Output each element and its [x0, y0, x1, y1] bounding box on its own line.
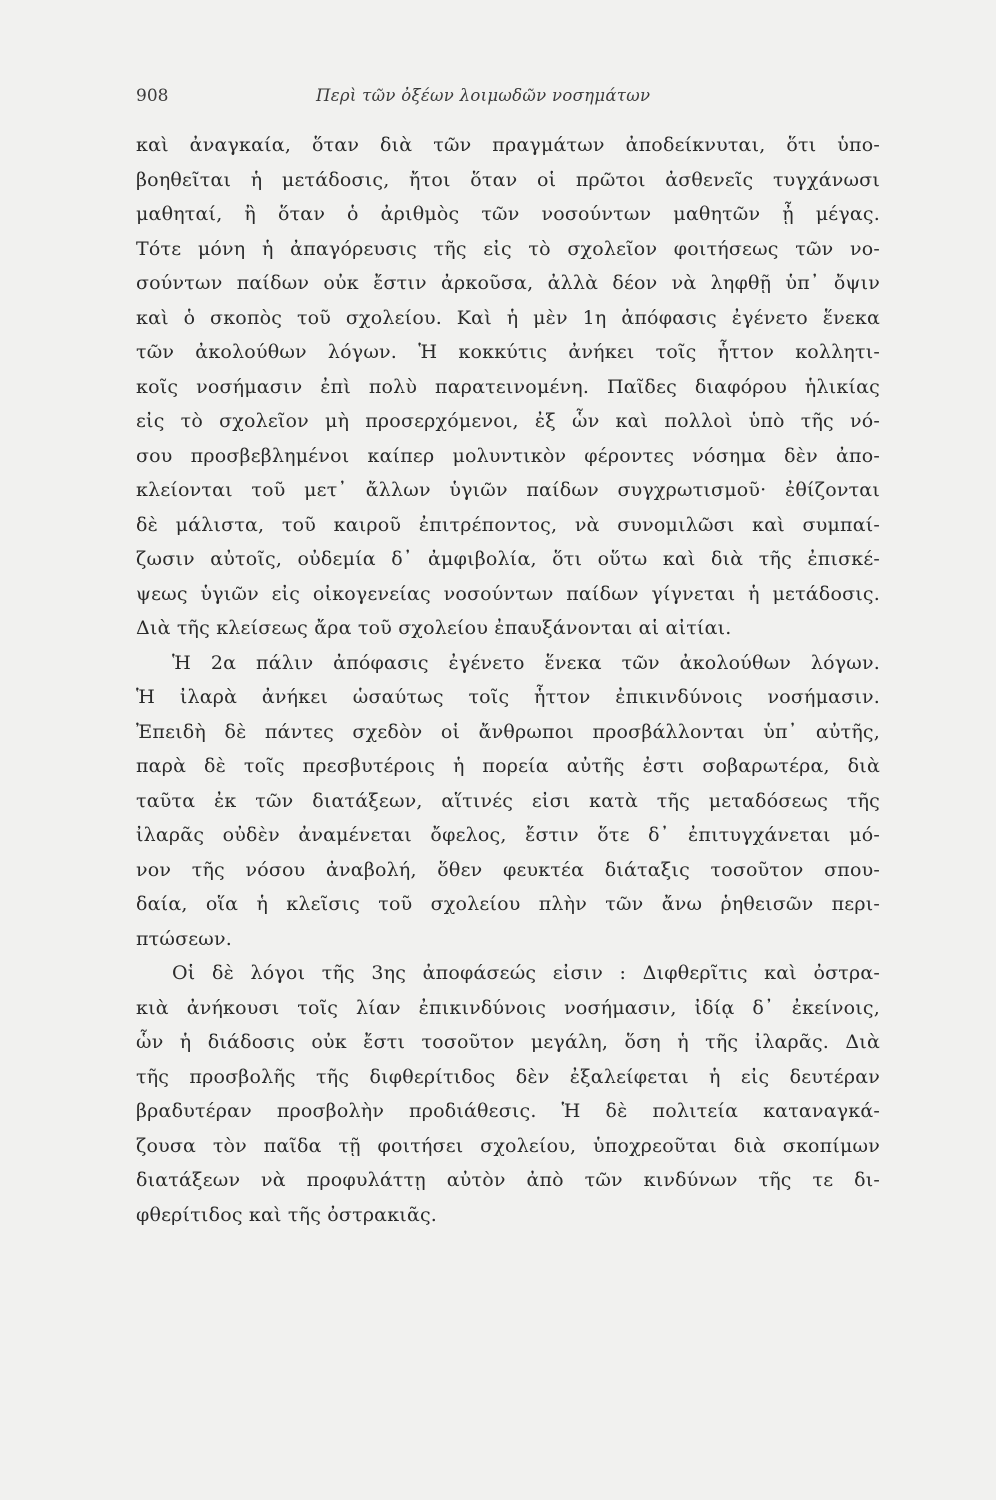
text-line: φθερίτιδος καὶ τῆς ὀστρακιᾶς.: [136, 1203, 438, 1226]
text-line: σου προσβεβλημένοι καίπερ μολυντικὸν φέροντες νόσημα δὲν ἀπο-: [136, 444, 880, 467]
text-line: κλείονται τοῦ μετ᾽ ἄλλων ὑγιῶν παίδων συγχρωτισμοῦ· ἐθίζονται: [136, 479, 880, 501]
text-line: δὲ μάλιστα, τοῦ καιροῦ ἐπιτρέποντος, νὰ συνομιλῶσι καὶ συμπαί-: [136, 513, 880, 536]
text-line: Τότε μόνη ἡ ἀπαγόρευσις τῆς εἰς τὸ σχολεῖον φοιτήσεως τῶν νο-: [136, 237, 880, 260]
text-line: τῶν ἀκολούθων λόγων. Ἡ κοκκύτις ἀνήκει τοῖς ἧττον κολλητι-: [136, 341, 880, 363]
text-line: σούντων παίδων οὐκ ἔστιν ἀρκοῦσα, ἀλλὰ δέον νὰ ληφθῇ ὑπ᾽ ὄψιν: [136, 272, 880, 294]
text-line: δαία, οἵα ἡ κλεῖσις τοῦ σχολείου πλὴν τῶν ἄνω ῥηθεισῶν περι-: [136, 893, 880, 915]
text-line: ἰλαρᾶς οὐδὲν ἀναμένεται ὄφελος, ἔστιν ὅτε δ᾽ ἐπιτυγχάνεται μό-: [136, 824, 880, 846]
text-line: Οἱ δὲ λόγοι τῆς 3ης ἀποφάσεώς εἰσιν : Διφθερῖτις καὶ ὀστρα-: [172, 962, 880, 984]
running-title: Περὶ τῶν ὀξέων λοιμωδῶν νοσημάτων: [316, 86, 651, 105]
text-line: διατάξεων νὰ προφυλάττῃ αὐτὸν ἀπὸ τῶν κινδύνων τῆς τε δι-: [136, 1169, 880, 1191]
text-line: ὧν ἡ διάδοσις οὐκ ἔστι τοσοῦτον μεγάλη, ὅση ἡ τῆς ἰλαρᾶς. Διὰ: [136, 1031, 880, 1053]
text-line: ζουσα τὸν παῖδα τῇ φοιτήσει σχολείου, ὑποχρεοῦται διὰ σκοπίμων: [136, 1134, 880, 1157]
text-line: καὶ ἀναγκαία, ὅταν διὰ τῶν πραγμάτων ἀποδείκνυται, ὅτι ὑπο-: [136, 134, 880, 156]
text-line: μαθηταί, ἢ ὅταν ὁ ἀριθμὸς τῶν νοσούντων μαθητῶν ᾖ μέγας.: [136, 203, 880, 225]
text-line: Ἐπειδὴ δὲ πάντες σχεδὸν οἱ ἄνθρωποι προσβάλλονται ὑπ᾽ αὐτῆς,: [136, 720, 880, 743]
text-line: Ἡ 2α πάλιν ἀπόφασις ἐγένετο ἕνεκα τῶν ἀκολούθων λόγων.: [172, 651, 880, 674]
text-line: ταῦτα ἐκ τῶν διατάξεων, αἵτινές εἰσι κατὰ τῆς μεταδόσεως τῆς: [136, 789, 880, 812]
text-line: Ἡ ἰλαρὰ ἀνήκει ὡσαύτως τοῖς ἧττον ἐπικινδύνοις νοσήμασιν.: [136, 686, 880, 708]
body-text: [136, 128, 880, 1232]
text-line: εἰς τὸ σχολεῖον μὴ προσερχόμενοι, ἐξ ὧν καὶ πολλοὶ ὑπὸ τῆς νό-: [136, 410, 880, 432]
text-line: νον τῆς νόσου ἀναβολή, ὅθεν φευκτέα διάταξις τοσοῦτον σπου-: [136, 858, 880, 881]
text-line: πτώσεων.: [136, 927, 232, 950]
text-line: κοῖς νοσήμασιν ἐπὶ πολὺ παρατεινομένη. Παῖδες διαφόρου ἡλικίας: [136, 375, 880, 398]
text-line: τῆς προσβολῆς τῆς διφθερίτιδος δὲν ἐξαλείφεται ἡ εἰς δευτέραν: [136, 1065, 880, 1088]
text-line: κιὰ ἀνήκουσι τοῖς λίαν ἐπικινδύνοις νοσήμασιν, ἰδίᾳ δ᾽ ἐκείνοις,: [136, 996, 880, 1019]
text-line: βραδυτέραν προσβολὴν προδιάθεσις. Ἡ δὲ πολιτεία καταναγκά-: [136, 1100, 880, 1122]
text-line: παρὰ δὲ τοῖς πρεσβυτέροις ἡ πορεία αὐτῆς ἐστι σοβαρωτέρα, διὰ: [136, 755, 880, 777]
text-line: καὶ ὁ σκοπὸς τοῦ σχολείου. Καὶ ἡ μὲν 1η ἀπόφασις ἐγένετο ἕνεκα: [136, 306, 880, 329]
text-line: ψεως ὑγιῶν εἰς οἰκογενείας νοσούντων παίδων γίγνεται ἡ μετάδοσις.: [136, 582, 880, 605]
text-line: ζωσιν αὐτοῖς, οὐδεμία δ᾽ ἀμφιβολία, ὅτι οὕτω καὶ διὰ τῆς ἐπισκέ-: [136, 548, 880, 570]
text-line: βοηθεῖται ἡ μετάδοσις, ἤτοι ὅταν οἱ πρῶτοι ἀσθενεῖς τυγχάνωσι: [136, 168, 880, 191]
text-line: Διὰ τῆς κλείσεως ἄρα τοῦ σχολείου ἐπαυξάνονται αἱ αἰτίαι.: [136, 617, 732, 639]
page-number: 908: [136, 86, 169, 106]
